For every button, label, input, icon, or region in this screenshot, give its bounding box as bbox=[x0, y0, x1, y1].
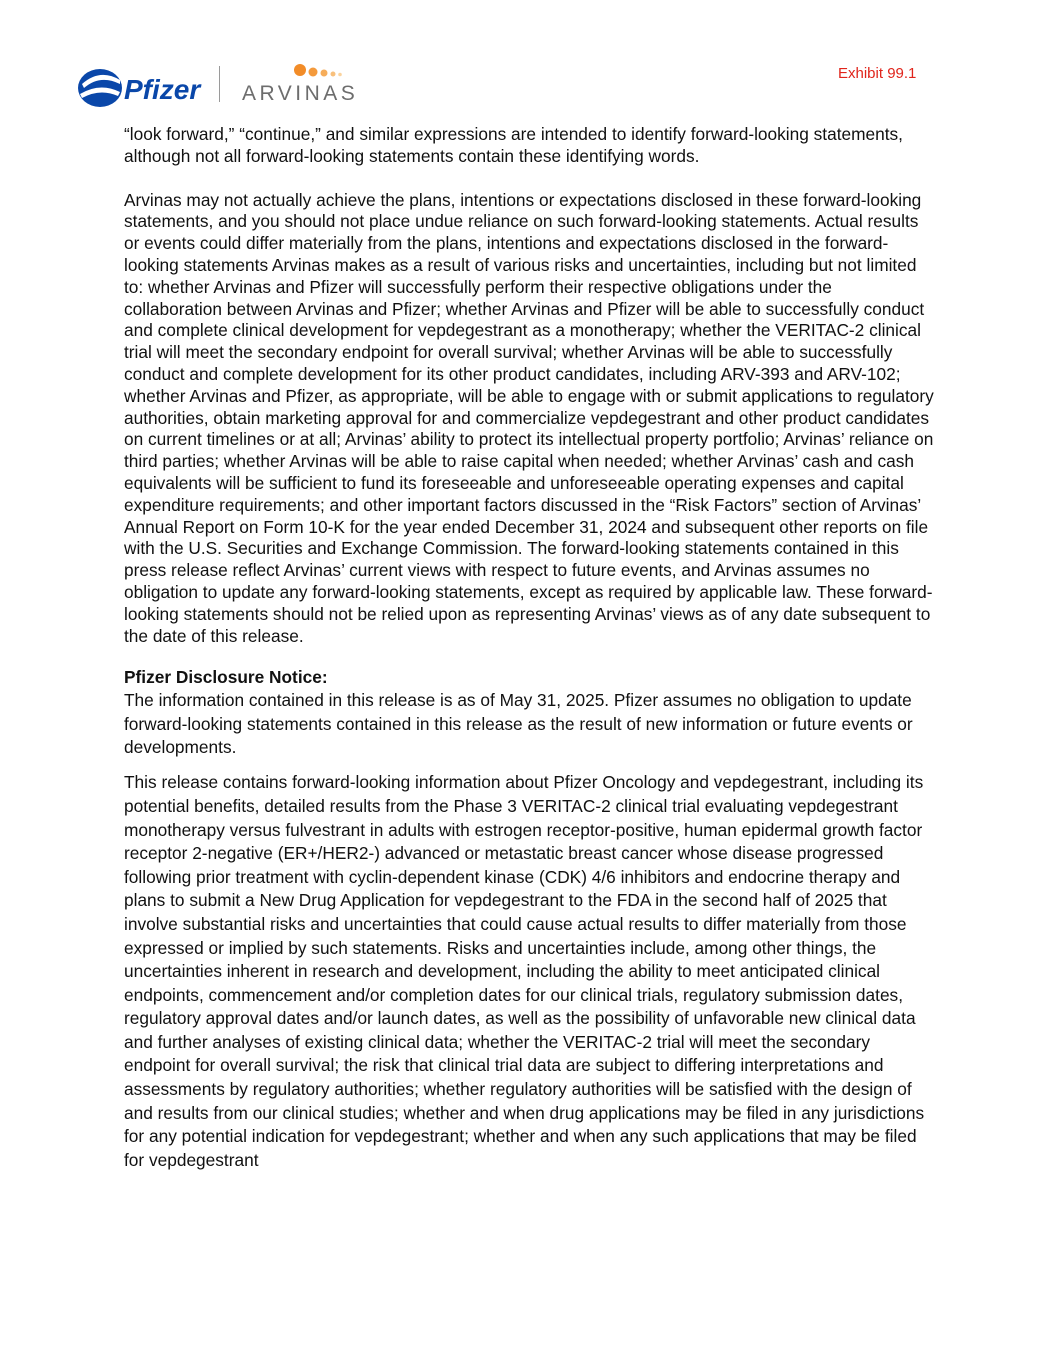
paragraph-arvinas-risks: Arvinas may not actually achieve the plans, intentions or expectations disclosed in these forward-looking statements, and you should not place undue reliance on such forward-looking statements. Actual results or events could differ materially from the plans, intentions and expectations disclosed in the forward-looking statements Arvinas makes as a result of various risks and uncertainties, including but not limited to: whether Arvinas and Pfizer will successfully perform their respective obligations under the collaboration between Arvinas and Pfizer; whether Arvinas and Pfizer will be able to successfully conduct and complete clinical development for vepdegestrant as a monotherapy; whether the VERITAC-2 clinical trial will meet the secondary endpoint for overall survival; whether Arvinas will be able to successfully conduct and complete development for its other product candidates, including ARV-393 and ARV-102; whether Arvinas and Pfizer, as appropriate, will be able to engage with or submit applications to regulatory authorities, obtain marketing approval for and commercialize vepdegestrant and other product candidates on current timelines or at all; Arvinas’ ability to protect its intellectual property portfolio; Arvinas’ reliance on third parties; whether Arvinas will be able to raise capital when needed; whether Arvinas’ cash and cash equivalents will be sufficient to fund its foreseeable and unforeseeable operating expenses and capital expenditure requirements; and other important factors discussed in the “Risk Factors” section of Arvinas’ Annual Report on Form 10-K for the year ended December 31, 2024 and subsequent other reports on file with the U.S. Securities and Exchange Commission. The forward-looking statements contained in this press release reflect Arvinas’ current views with respect to future events, and Arvinas assumes no obligation to update any forward-looking statements, except as required by applicable law. These forward-looking statements should not be relied upon as representing Arvinas’ views as of any date subsequent to the date of this release. bbox=[124, 189, 934, 646]
paragraph-pfizer-information-date: The information contained in this release is as of May 31, 2025. Pfizer assumes no obligation to update forward-looking statements contained in this release as the result of new information or future events or developments. bbox=[124, 690, 913, 757]
arvinas-dot-1 bbox=[294, 64, 306, 76]
logo-divider bbox=[219, 66, 220, 102]
pfizer-logo bbox=[76, 58, 206, 118]
pfizer-disclosure-heading: Pfizer Disclosure Notice: bbox=[124, 667, 328, 688]
arvinas-dot-4 bbox=[331, 72, 336, 77]
document-body bbox=[124, 124, 934, 1172]
arvinas-logo bbox=[240, 60, 370, 110]
arvinas-dot-3 bbox=[321, 70, 328, 77]
arvinas-dot-5 bbox=[338, 73, 342, 77]
arvinas-dot-2 bbox=[309, 68, 318, 77]
arvinas-logo-wordmark: ARVINAS bbox=[242, 82, 359, 105]
paragraph-pfizer-forward-looking: This release contains forward-looking information about Pfizer Oncology and vepdegestrant, including its potential benefits, detailed results from the Phase 3 VERITAC-2 clinical trial evaluating vepdegestrant monotherapy versus fulvestrant in adults with estrogen receptor-positive, human epidermal growth factor receptor 2-negative (ER+/HER2-) advanced or metastatic breast cancer whose disease progressed following prior treatment with cyclin-dependent kinase (CDK) 4/6 inhibitors and endocrine therapy and plans to submit a New Drug Application for vepdegestrant to the FDA in the second half of 2025 that involve substantial risks and uncertainties that could cause actual results to differ materially from those expressed or implied by such statements. Risks and uncertainties include, among other things, the uncertainties inherent in research and development, including the ability to meet anticipated clinical endpoints, commencement and/or completion dates for our clinical trials, regulatory submission dates, regulatory approval dates and/or launch dates, as well as the possibility of unfavorable new clinical data and further analyses of existing clinical data; whether the VERITAC-2 trial will meet the secondary endpoint for overall survival; the risk that clinical trial data are subject to differing interpretations and assessments by regulatory authorities; whether regulatory authorities will be satisfied with the design of and results from our clinical studies; whether and when drug applications may be filed in any jurisdictions for any potential indication for vepdegestrant; whether and when any such applications that may be filed for vepdegestrant bbox=[124, 772, 925, 1170]
paragraph-forward-looking-expressions: “look forward,” “continue,” and similar expressions are intended to identify forward-looking statements, although not all forward-looking statements contain these identifying words. bbox=[124, 124, 903, 166]
pfizer-logo-wordmark: Pfizer bbox=[124, 74, 201, 105]
page-header bbox=[0, 0, 1055, 125]
exhibit-label: Exhibit 99.1 bbox=[838, 65, 917, 82]
